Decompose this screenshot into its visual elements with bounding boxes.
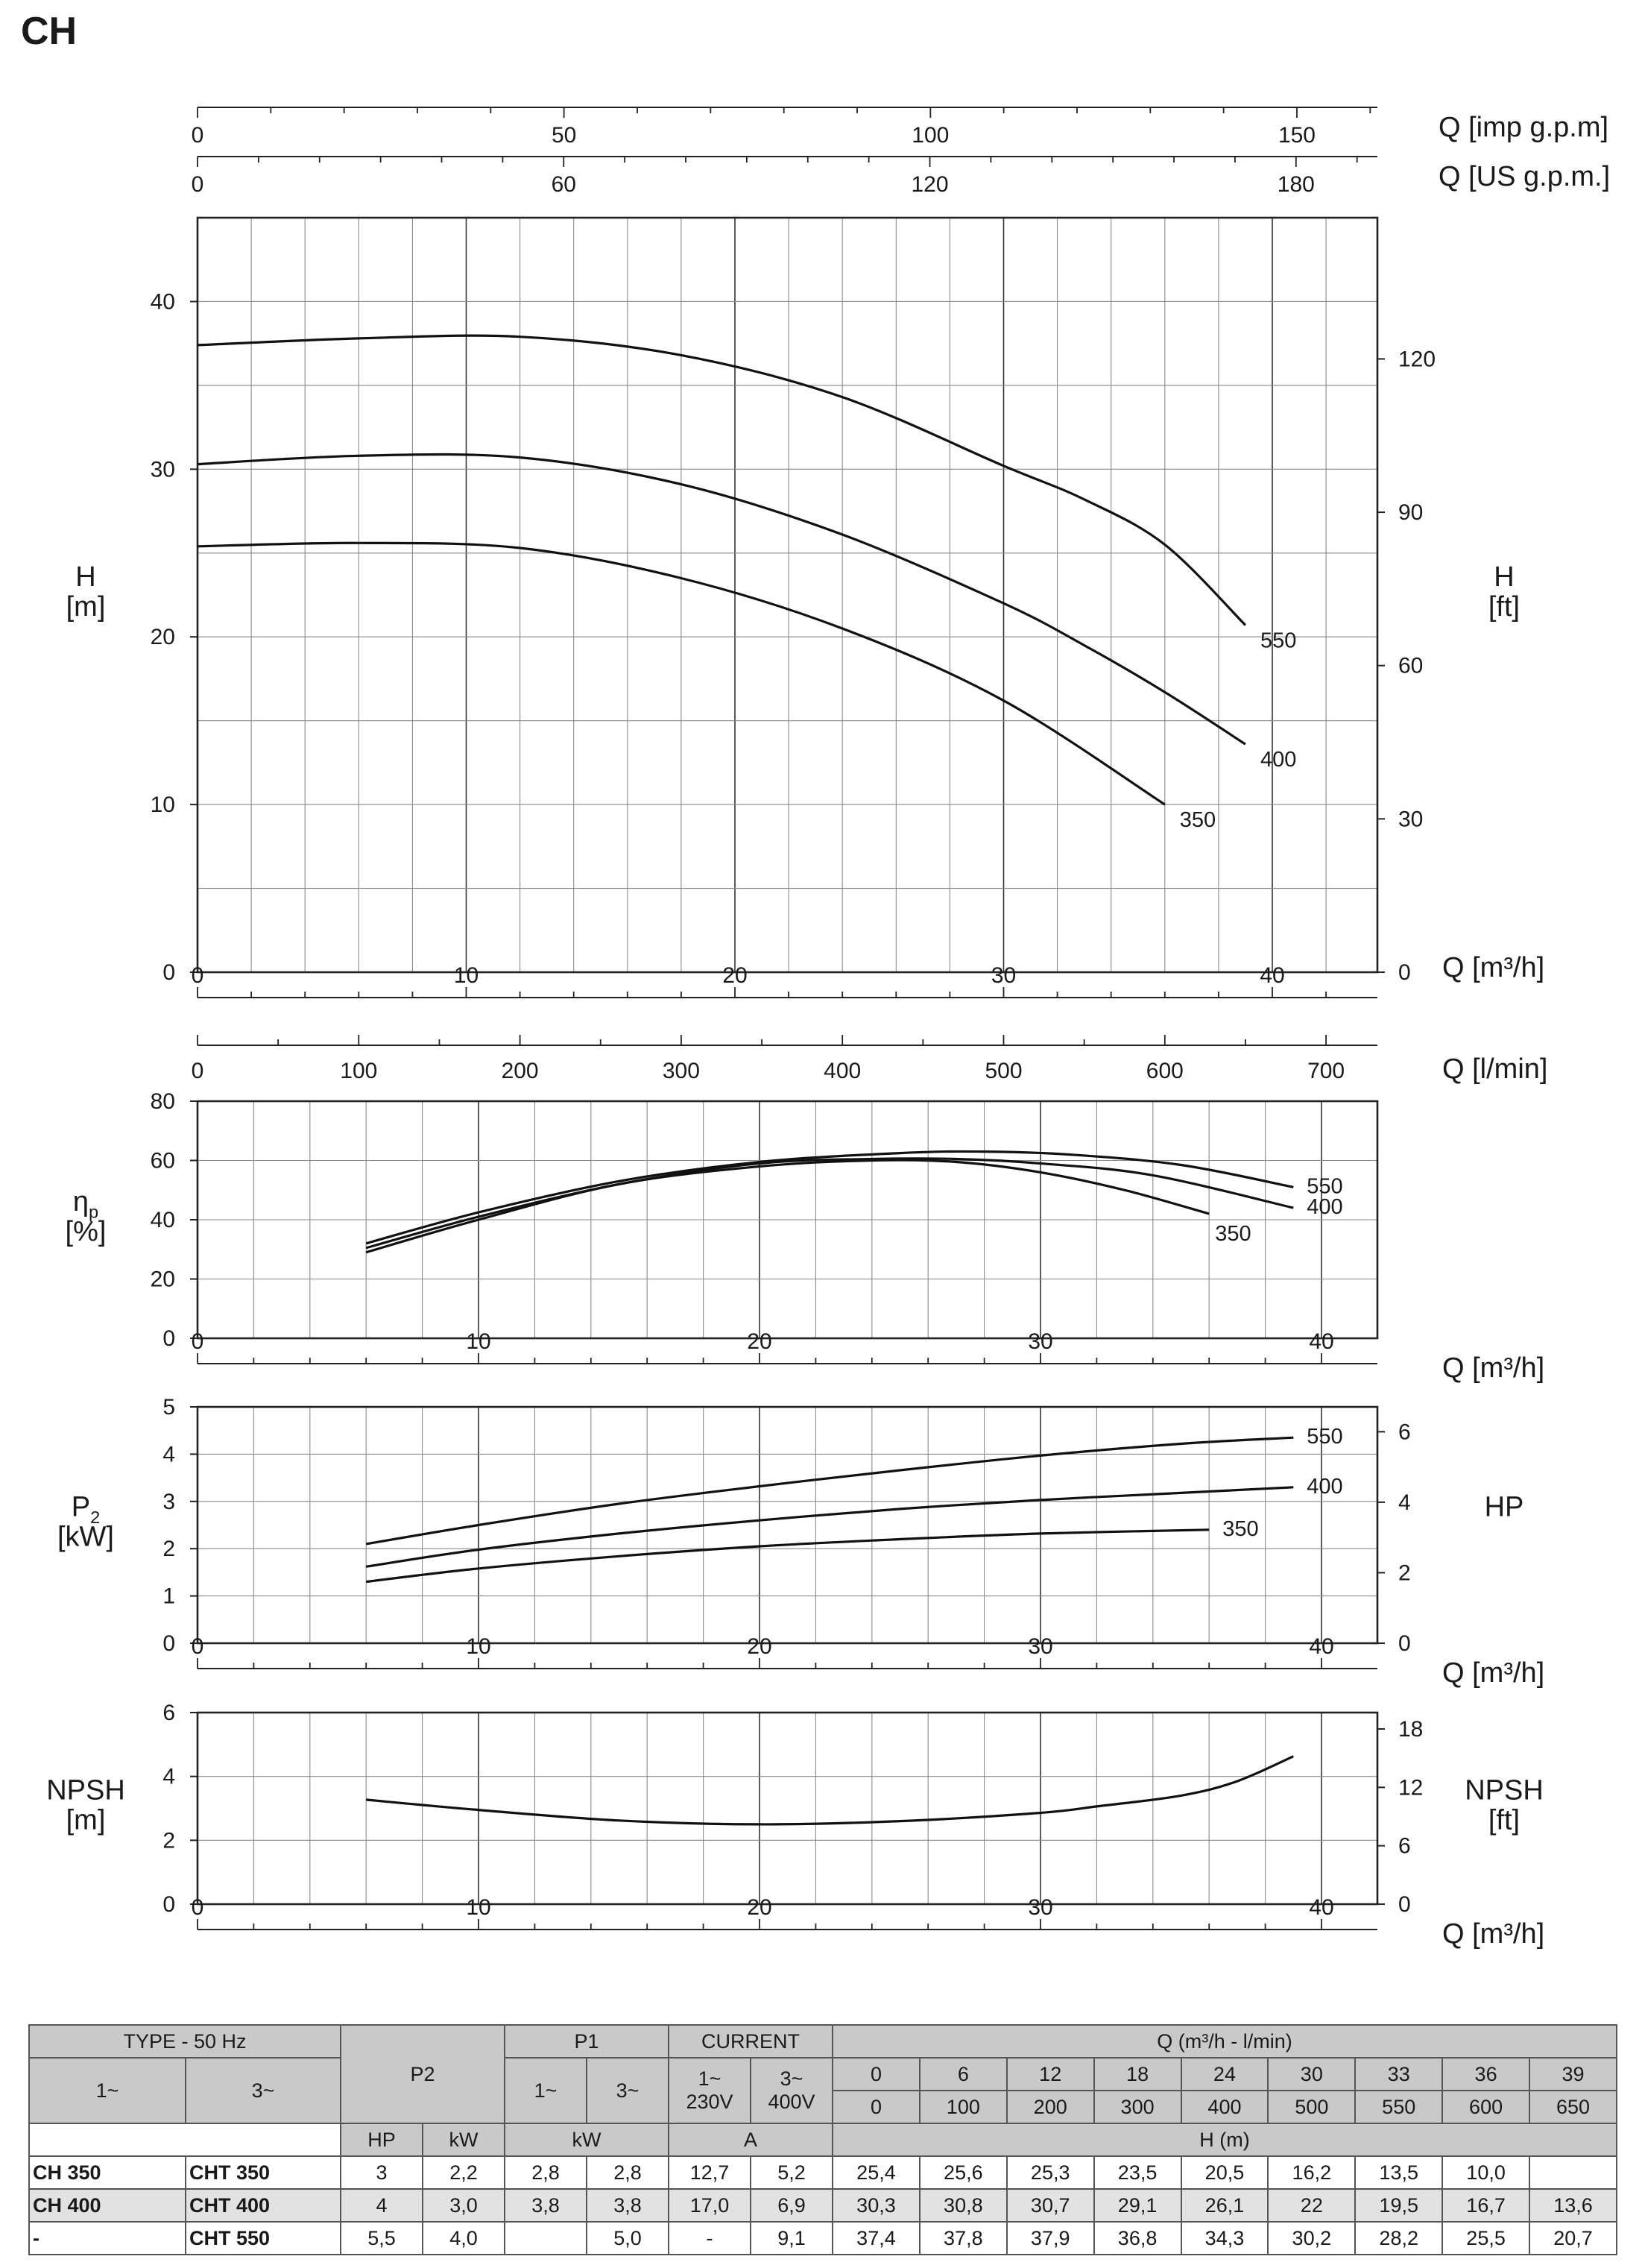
h-cell: 37,8: [920, 2222, 1007, 2255]
npsh-ytick-label: 4: [162, 1764, 175, 1789]
npsh-frame: [198, 1713, 1377, 1904]
type-1: -: [29, 2222, 186, 2255]
type-3: CHT 550: [186, 2222, 341, 2255]
p1-1-header: 1~: [505, 2058, 587, 2123]
head-y2tick-label: 0: [1398, 960, 1411, 985]
power-xtick-label: 0: [191, 1634, 204, 1659]
q-lmin-cell: 500: [1268, 2091, 1355, 2123]
hp-cell: 5,5: [341, 2222, 423, 2255]
q-m3h-cell: 6: [920, 2058, 1007, 2091]
q-m3h-cell: 30: [1268, 2058, 1355, 2091]
performance-table: [28, 2024, 1617, 2255]
h-cell: 16,7: [1442, 2189, 1529, 2222]
type-header: TYPE - 50 Hz: [29, 2025, 341, 2058]
lmin-axis-label: Q [l/min]: [1442, 1053, 1548, 1085]
us-axis-label: Q [US g.p.m.]: [1439, 161, 1611, 192]
power-ytick-label: 3: [162, 1489, 175, 1514]
phase-3-header: 3~: [186, 2058, 341, 2123]
lmin-tick-label: 0: [191, 1059, 204, 1083]
head-xtick-label: 0: [191, 963, 204, 988]
h-cell: 25,4: [833, 2156, 920, 2189]
hp-unit: HP: [341, 2123, 423, 2156]
head-series-550: [198, 336, 1245, 625]
efficiency-xtick-label: 40: [1309, 1329, 1334, 1354]
h-cell: 25,3: [1007, 2156, 1094, 2189]
npsh-y2tick-label: 12: [1398, 1775, 1424, 1801]
head-xtick-label: 20: [722, 963, 748, 988]
h-cell: 10,0: [1442, 2156, 1529, 2189]
hp-cell: 3: [341, 2156, 423, 2189]
current-1-header: 1~ 230V: [669, 2058, 751, 2123]
power-series-label: 400: [1307, 1474, 1343, 1499]
imp-tick-label: 50: [551, 123, 577, 148]
power-series-350: [366, 1530, 1209, 1582]
type-3: CHT 400: [186, 2189, 341, 2222]
efficiency-xlabel: Q [m³/h]: [1442, 1352, 1545, 1384]
power-series-label: 350: [1222, 1516, 1259, 1541]
kw-unit: kW: [423, 2123, 505, 2156]
efficiency-ytick-label: 60: [150, 1148, 175, 1174]
efficiency-series-350: [366, 1160, 1209, 1253]
head-y2tick-label: 30: [1398, 807, 1424, 832]
p1-3-cell: 5,0: [587, 2222, 669, 2255]
power-xtick-label: 30: [1028, 1634, 1053, 1659]
h-cell: 13,6: [1529, 2189, 1617, 2222]
npsh-y2tick-label: 18: [1398, 1716, 1424, 1742]
npsh-ylabel: NPSH: [46, 1774, 125, 1806]
h-cell: 25,6: [920, 2156, 1007, 2189]
power-series-400: [366, 1487, 1293, 1567]
power-ytick-label: 4: [162, 1442, 175, 1467]
h-unit: H (m): [833, 2123, 1617, 2156]
h-cell: 23,5: [1094, 2156, 1181, 2189]
head-ytick-label: 0: [162, 960, 175, 985]
head-xtick-label: 40: [1260, 963, 1285, 988]
power-xlabel: Q [m³/h]: [1442, 1657, 1545, 1689]
efficiency-series-label: 350: [1215, 1222, 1251, 1247]
efficiency-xtick-label: 20: [747, 1329, 772, 1354]
p1-3-cell: 3,8: [587, 2189, 669, 2222]
power-ylabel: [kW]: [57, 1521, 114, 1553]
kw-cell: 3,0: [423, 2189, 505, 2222]
q-lmin-cell: 200: [1007, 2091, 1094, 2123]
h-cell: 30,7: [1007, 2189, 1094, 2222]
power-ylabel: $P_2$: [71, 1491, 101, 1527]
q-lmin-cell: 300: [1094, 2091, 1181, 2123]
efficiency-ylabel: $\eta_p$: [72, 1186, 99, 1222]
us-tick-label: 60: [551, 172, 576, 197]
q-lmin-cell: 0: [833, 2091, 920, 2123]
npsh-ytick-label: 6: [162, 1701, 175, 1725]
npsh-y2tick-label: 0: [1398, 1892, 1411, 1917]
head-y2label: H: [1494, 561, 1515, 593]
phase-1-header: 1~: [29, 2058, 186, 2123]
q-lmin-cell: 100: [920, 2091, 1007, 2123]
q-m3h-cell: 33: [1355, 2058, 1442, 2091]
lmin-tick-label: 100: [340, 1059, 378, 1083]
p1-3-cell: 2,8: [587, 2156, 669, 2189]
efficiency-series-label: 400: [1307, 1195, 1343, 1220]
efficiency-series-400: [366, 1159, 1293, 1248]
a1-cell: 12,7: [669, 2156, 751, 2189]
efficiency-ytick-label: 80: [150, 1089, 175, 1114]
p1-1-cell: [505, 2222, 587, 2255]
h-cell: 25,5: [1442, 2222, 1529, 2255]
efficiency-xtick-label: 10: [466, 1329, 491, 1354]
npsh-y2label: NPSH: [1465, 1774, 1544, 1806]
p1-1-cell: 2,8: [505, 2156, 587, 2189]
head-series-400: [198, 454, 1245, 744]
table-row: [29, 2189, 1617, 2222]
head-series-label: 550: [1260, 629, 1297, 653]
npsh-series-curve: [366, 1757, 1293, 1824]
head-series-label: 350: [1179, 808, 1216, 833]
h-cell: [1529, 2156, 1617, 2189]
current-3-header: 3~ 400V: [751, 2058, 833, 2123]
head-ytick-label: 20: [150, 625, 175, 650]
power-ytick-label: 2: [162, 1537, 175, 1562]
head-y2tick-label: 90: [1398, 500, 1424, 526]
npsh-xtick-label: 0: [191, 1895, 204, 1920]
lmin-tick-label: 200: [501, 1059, 539, 1083]
h-cell: 37,9: [1007, 2222, 1094, 2255]
us-tick-label: 180: [1277, 172, 1315, 197]
current-unit: A: [669, 2123, 833, 2156]
lmin-tick-label: 700: [1307, 1059, 1345, 1083]
head-y2tick-label: 120: [1398, 347, 1436, 372]
h-cell: 29,1: [1094, 2189, 1181, 2222]
p1-3-header: 3~: [587, 2058, 669, 2123]
power-ytick-label: 0: [162, 1631, 175, 1656]
h-cell: 16,2: [1268, 2156, 1355, 2189]
h-cell: 13,5: [1355, 2156, 1442, 2189]
lmin-tick-label: 600: [1146, 1059, 1184, 1083]
a1-cell: 17,0: [669, 2189, 751, 2222]
a3-cell: 6,9: [751, 2189, 833, 2222]
efficiency-xtick-label: 30: [1028, 1329, 1053, 1354]
q-lmin-cell: 650: [1529, 2091, 1617, 2123]
power-y2tick-label: 2: [1398, 1560, 1411, 1586]
us-tick-label: 120: [911, 172, 949, 197]
power-y2label: HP: [1484, 1491, 1524, 1523]
h-cell: 30,3: [833, 2189, 920, 2222]
imp-tick-label: 100: [912, 123, 950, 148]
npsh-xlabel: Q [m³/h]: [1442, 1918, 1545, 1950]
q-m3h-cell: 24: [1181, 2058, 1269, 2091]
lmin-tick-label: 500: [985, 1059, 1023, 1083]
us-tick-label: 0: [191, 172, 204, 197]
h-cell: 30,8: [920, 2189, 1007, 2222]
kw-cell: 4,0: [423, 2222, 505, 2255]
q-m3h-cell: 36: [1442, 2058, 1529, 2091]
table-row: [29, 2156, 1617, 2189]
type-spacer: [29, 2123, 341, 2156]
efficiency-xtick-label: 0: [191, 1329, 204, 1354]
npsh-xtick-label: 20: [747, 1895, 772, 1920]
npsh-ylabel: [m]: [66, 1804, 106, 1836]
imp-tick-label: 0: [191, 123, 204, 148]
current-header: CURRENT: [669, 2025, 833, 2058]
h-cell: 30,2: [1268, 2222, 1355, 2255]
a1-cell: -: [669, 2222, 751, 2255]
table-row: [29, 2222, 1617, 2255]
npsh-y2label: [ft]: [1488, 1804, 1521, 1836]
power-y2tick-label: 6: [1398, 1420, 1411, 1445]
head-y2tick-label: 60: [1398, 653, 1424, 678]
head-series-label: 400: [1260, 748, 1297, 772]
head-xtick-label: 10: [453, 963, 479, 988]
efficiency-ylabel: [%]: [65, 1215, 107, 1247]
h-cell: 26,1: [1181, 2189, 1269, 2222]
efficiency-ytick-label: 40: [150, 1208, 175, 1232]
page-title: CH: [21, 10, 78, 53]
head-ytick-label: 30: [150, 457, 175, 482]
head-frame: [198, 218, 1377, 972]
h-cell: 20,7: [1529, 2222, 1617, 2255]
power-y2tick-label: 0: [1398, 1631, 1411, 1656]
q-lmin-cell: 600: [1442, 2091, 1529, 2123]
h-cell: 28,2: [1355, 2222, 1442, 2255]
power-series-550: [366, 1437, 1293, 1544]
head-xlabel: Q [m³/h]: [1442, 952, 1545, 983]
h-cell: 37,4: [833, 2222, 920, 2255]
efficiency-series-label: 550: [1307, 1174, 1343, 1199]
head-ytick-label: 40: [150, 289, 175, 315]
efficiency-ytick-label: 0: [162, 1326, 175, 1351]
npsh-xtick-label: 40: [1309, 1895, 1334, 1920]
type-1: CH 350: [29, 2156, 186, 2189]
head-ytick-label: 10: [150, 793, 175, 818]
q-m3h-cell: 18: [1094, 2058, 1181, 2091]
p2-header: P2: [341, 2025, 505, 2123]
npsh-ytick-label: 0: [162, 1892, 175, 1917]
power-y2tick-label: 4: [1398, 1490, 1411, 1515]
p1-unit: kW: [505, 2123, 669, 2156]
h-cell: 34,3: [1181, 2222, 1269, 2255]
efficiency-ytick-label: 20: [150, 1267, 175, 1292]
a3-cell: 9,1: [751, 2222, 833, 2255]
lmin-tick-label: 400: [824, 1059, 862, 1083]
h-cell: 36,8: [1094, 2222, 1181, 2255]
h-cell: 22: [1268, 2189, 1355, 2222]
h-cell: 20,5: [1181, 2156, 1269, 2189]
q-lmin-cell: 550: [1355, 2091, 1442, 2123]
npsh-y2tick-label: 6: [1398, 1833, 1411, 1859]
p1-1-cell: 3,8: [505, 2189, 587, 2222]
npsh-ytick-label: 2: [162, 1828, 175, 1853]
imp-tick-label: 150: [1278, 123, 1316, 148]
q-m3h-cell: 0: [833, 2058, 920, 2091]
a3-cell: 5,2: [751, 2156, 833, 2189]
head-xtick-label: 30: [991, 963, 1017, 988]
q-header: Q (m³/h - l/min): [833, 2025, 1617, 2058]
p1-header: P1: [505, 2025, 669, 2058]
q-m3h-cell: 12: [1007, 2058, 1094, 2091]
type-3: CHT 350: [186, 2156, 341, 2189]
power-xtick-label: 40: [1309, 1634, 1334, 1659]
type-1: CH 400: [29, 2189, 186, 2222]
q-m3h-cell: 39: [1529, 2058, 1617, 2091]
npsh-xtick-label: 10: [466, 1895, 491, 1920]
kw-cell: 2,2: [423, 2156, 505, 2189]
power-ytick-label: 1: [162, 1584, 175, 1609]
head-ylabel: H: [75, 561, 96, 593]
head-ylabel: [m]: [66, 590, 106, 623]
lmin-tick-label: 300: [662, 1059, 700, 1083]
h-cell: 19,5: [1355, 2189, 1442, 2222]
power-series-label: 550: [1307, 1425, 1343, 1449]
head-y2label: [ft]: [1488, 590, 1521, 623]
power-xtick-label: 10: [466, 1634, 491, 1659]
power-xtick-label: 20: [747, 1634, 772, 1659]
imp-axis-label: Q [imp g.p.m]: [1439, 112, 1609, 143]
q-lmin-cell: 400: [1181, 2091, 1269, 2123]
power-ytick-label: 5: [162, 1395, 175, 1420]
hp-cell: 4: [341, 2189, 423, 2222]
npsh-xtick-label: 30: [1028, 1895, 1053, 1920]
